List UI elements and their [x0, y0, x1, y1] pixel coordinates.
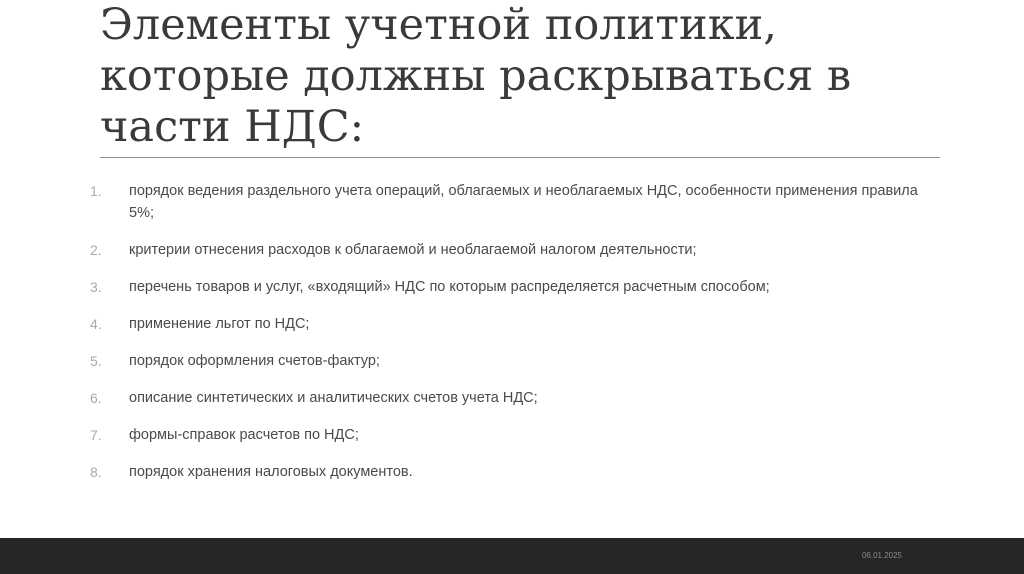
- list-item-number: 8.: [90, 464, 102, 480]
- list-item-text: формы-справок расчетов по НДС;: [129, 427, 359, 443]
- title-divider: [100, 157, 940, 158]
- title-line-3: части НДС:: [100, 102, 365, 152]
- list-item-text: применение льгот по НДС;: [129, 316, 310, 332]
- footer-date: 06.01.2025: [861, 551, 902, 560]
- list-item-number: 7.: [90, 427, 102, 443]
- list-item-text: критерии отнесения расходов к облагаемой и необлагаемой налогом деятельности;: [129, 242, 697, 258]
- list-item: [88, 387, 948, 409]
- list-item-number: 2.: [90, 242, 102, 258]
- footer-bar: [0, 538, 1024, 574]
- list-item-text: порядок оформления счетов-фактур;: [129, 353, 380, 369]
- list-item-number: 6.: [90, 390, 102, 406]
- list-item: [88, 424, 948, 446]
- list-item-number: 4.: [90, 316, 102, 332]
- list-item: [88, 350, 948, 372]
- list-item: [88, 313, 948, 335]
- list-item-number: 1.: [90, 183, 102, 199]
- title-line-2: которые должны раскрываться в: [100, 51, 852, 101]
- list-item: [88, 180, 948, 224]
- list-item-number: 5.: [90, 353, 102, 369]
- slide-title: [100, 0, 960, 153]
- list-item: [88, 239, 948, 261]
- list-item: [88, 461, 948, 483]
- list-item-text: порядок ведения раздельного учета операций, облагаемых и необлагаемых НДС, особенности применения правила 5%;: [129, 183, 918, 221]
- list-item-text: порядок хранения налоговых документов.: [129, 464, 413, 480]
- title-line-1: Элементы учетной политики,: [100, 0, 777, 50]
- list-item-text: описание синтетических и аналитических счетов учета НДС;: [129, 390, 538, 406]
- list-item-text: перечень товаров и услуг, «входящий» НДС по которым распределяется расчетным способом;: [129, 279, 770, 295]
- list-item: [88, 276, 948, 298]
- list-item-number: 3.: [90, 279, 102, 295]
- policy-elements-list: [88, 180, 948, 498]
